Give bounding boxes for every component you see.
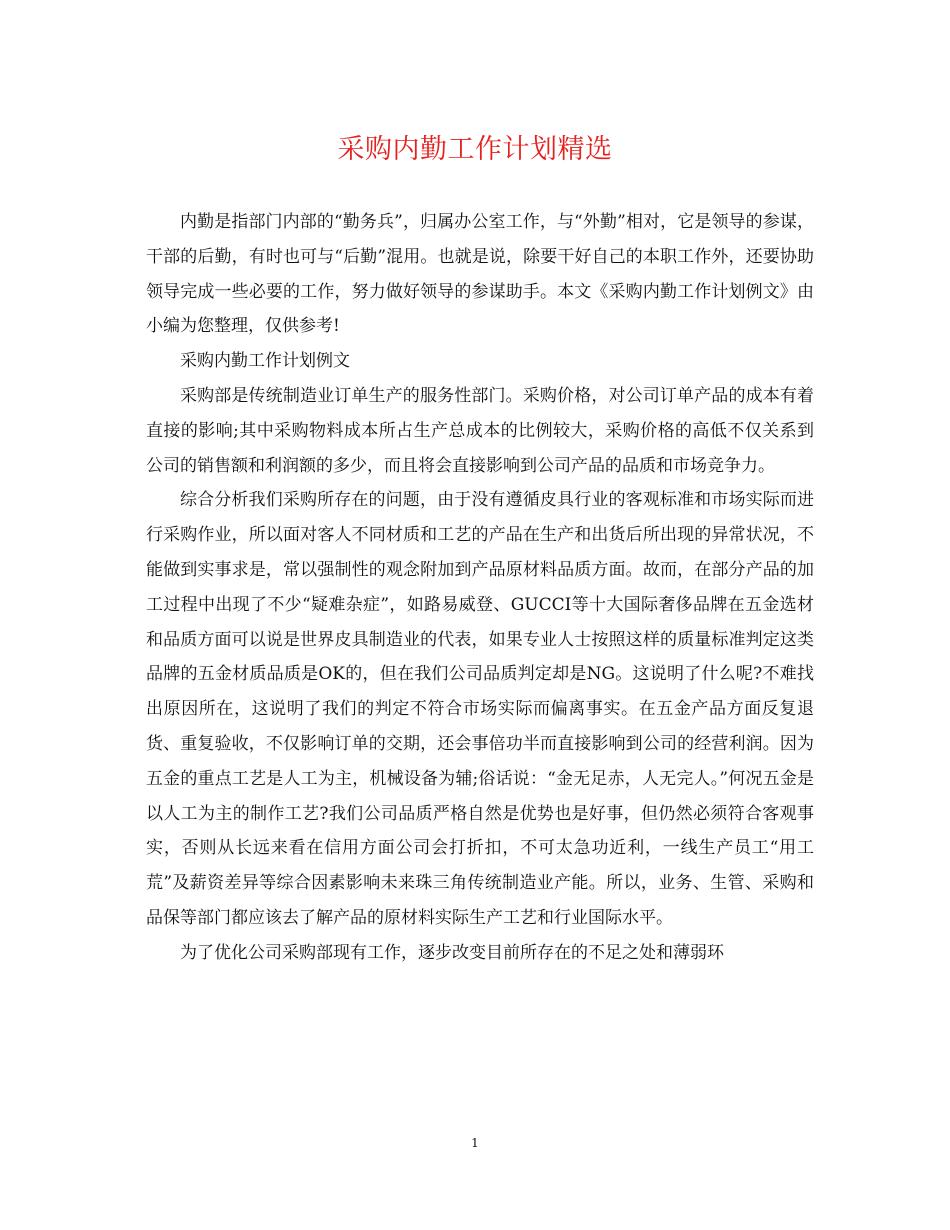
page-number: 1	[471, 1136, 479, 1150]
document-body	[146, 205, 814, 971]
paragraph-subheading: 采购内勤工作计划例文	[180, 351, 350, 372]
paragraph-analysis: 综合分析我们采购所存在的问题，由于没有遵循皮具行业的客观标准和市场实际而进行采购作业，所以面对客人不同材质和工艺的产品在生产和出货后所出现的异常状况，不能做到实事求是，常以强制性的观念附加到产品原材料品质方面。故而，在部分产品的加工过程中出现了不少“疑难杂症”，如路易威登、GUCCI等十大国际奢侈品牌在五金选材和品质方面可以说是世界皮具制造业的代表，如果专业人士按照这样的质量标准判定这类品牌的五金材质品质是OK的，但在我们公司品质判定却是NG。这说明了什么呢?不难找出原因所在，这说明了我们的判定不符合市场实际而偏离事实。在五金产品方面反复退货、重复验收，不仅影响订单的交期，还会事倍功半而直接影响到公司的经营利润。因为五金的重点工艺是人工为主，机械设备为辅;俗话说：“金无足赤，人无完人。”何况五金是以人工为主的制作工艺?我们公司品质严格自然是优势也是好事，但仍然必须符合客观事实，否则从长远来看在信用方面公司会打折扣，不可太急功近利，一线生产员工“用工荒”及薪资差异等综合因素影响未来珠三角传统制造业产能。所以，业务、生管、采购和品保等部门都应该去了解产品的原材料实际生产工艺和行业国际水平。	[146, 490, 814, 928]
paragraph-optimization: 为了优化公司采购部现有工作，逐步改变目前所存在的不足之处和薄弱环	[180, 942, 724, 963]
paragraph-intro: 内勤是指部门内部的“勤务兵”，归属办公室工作，与“外勤”相对，它是领导的参谋，干部的后勤，有时也可与“后勤”混用。也就是说，除要干好自己的本职工作外，还要协助领导完成一些必要的工作，努力做好领导的参谋助手。本文《采购内勤工作计划例文》由小编为您整理，仅供参考!	[146, 212, 814, 337]
document-title: 采购内勤工作计划精选	[337, 134, 613, 165]
paragraph-purchasing-role: 采购部是传统制造业订单生产的服务性部门。采购价格，对公司订单产品的成本有着直接的影响;其中采购物料成本所占生产总成本的比例较大，采购价格的高低不仅关系到公司的销售额和利润额的多少，而且将会直接影响到公司产品的品质和市场竞争力。	[146, 385, 814, 476]
